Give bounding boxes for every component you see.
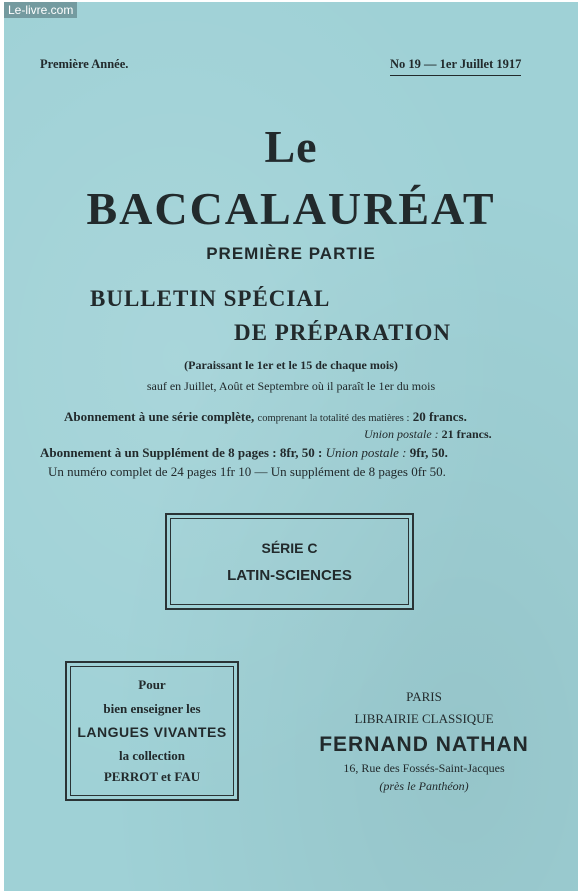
subscription-full-note: comprenant la totalité des matières : (257, 413, 410, 424)
advert-line-5: PERROT et FAU (103, 769, 201, 784)
frequency-line-2: sauf en Juillet, Août et Septembre où il paraît le 1er du mois (146, 379, 436, 393)
supplement-label: Abonnement à un Supplément de 8 pages : (40, 445, 277, 460)
publisher-name: FERNAND NATHAN (319, 733, 529, 756)
series-name: LATIN-SCIENCES (227, 567, 352, 584)
subscription-supplement (40, 445, 448, 461)
publisher-city: PARIS (406, 689, 442, 704)
subscription-full-label: Abonnement à une série complète, (64, 409, 255, 424)
subscription-full-price: 20 francs. (412, 409, 467, 424)
supplement-postal-price: 9fr, 50. (409, 445, 448, 460)
advert-line-3: LANGUES VIVANTES (77, 724, 227, 740)
publication-year: Première Année. (40, 57, 129, 71)
postal-union-price: 21 francs. (441, 427, 492, 441)
frequency-line-1: (Paraissant le 1er et le 15 de chaque mois) (184, 358, 398, 372)
publisher-address: 16, Rue des Fossés-Saint-Jacques (343, 761, 505, 775)
advert-line-1: Pour (138, 677, 166, 692)
series-label: SÉRIE C (261, 540, 318, 556)
subscription-full-series (64, 409, 467, 425)
magazine-cover (4, 2, 578, 891)
bulletin-line-2: DE PRÉPARATION (234, 320, 451, 345)
title-article: Le (264, 121, 318, 172)
title-part: PREMIÈRE PARTIE (206, 244, 376, 263)
supplement-postal-label: Union postale : (325, 445, 407, 460)
main-title: BACCALAURÉAT (86, 183, 496, 234)
supplement-price: 8fr, 50 : (279, 445, 323, 460)
site-watermark: Le-livre.com (4, 2, 77, 18)
postal-union-full (364, 427, 492, 442)
postal-union-label: Union postale : (364, 427, 439, 441)
advert-box (65, 661, 239, 801)
advert-line-4: la collection (118, 748, 186, 763)
advert-line-2: bien enseigner les (103, 701, 201, 716)
publisher-library: LIBRAIRIE CLASSIQUE (354, 711, 494, 726)
publisher-near: (près le Panthéon) (379, 779, 469, 793)
issue-number-date: No 19 — 1er Juillet 1917 (390, 57, 521, 76)
series-box (165, 513, 414, 610)
bulletin-line-1: BULLETIN SPÉCIAL (90, 286, 331, 311)
single-issue-price: Un numéro complet de 24 pages 1fr 10 — Un supplément de 8 pages 0fr 50. (48, 464, 446, 479)
